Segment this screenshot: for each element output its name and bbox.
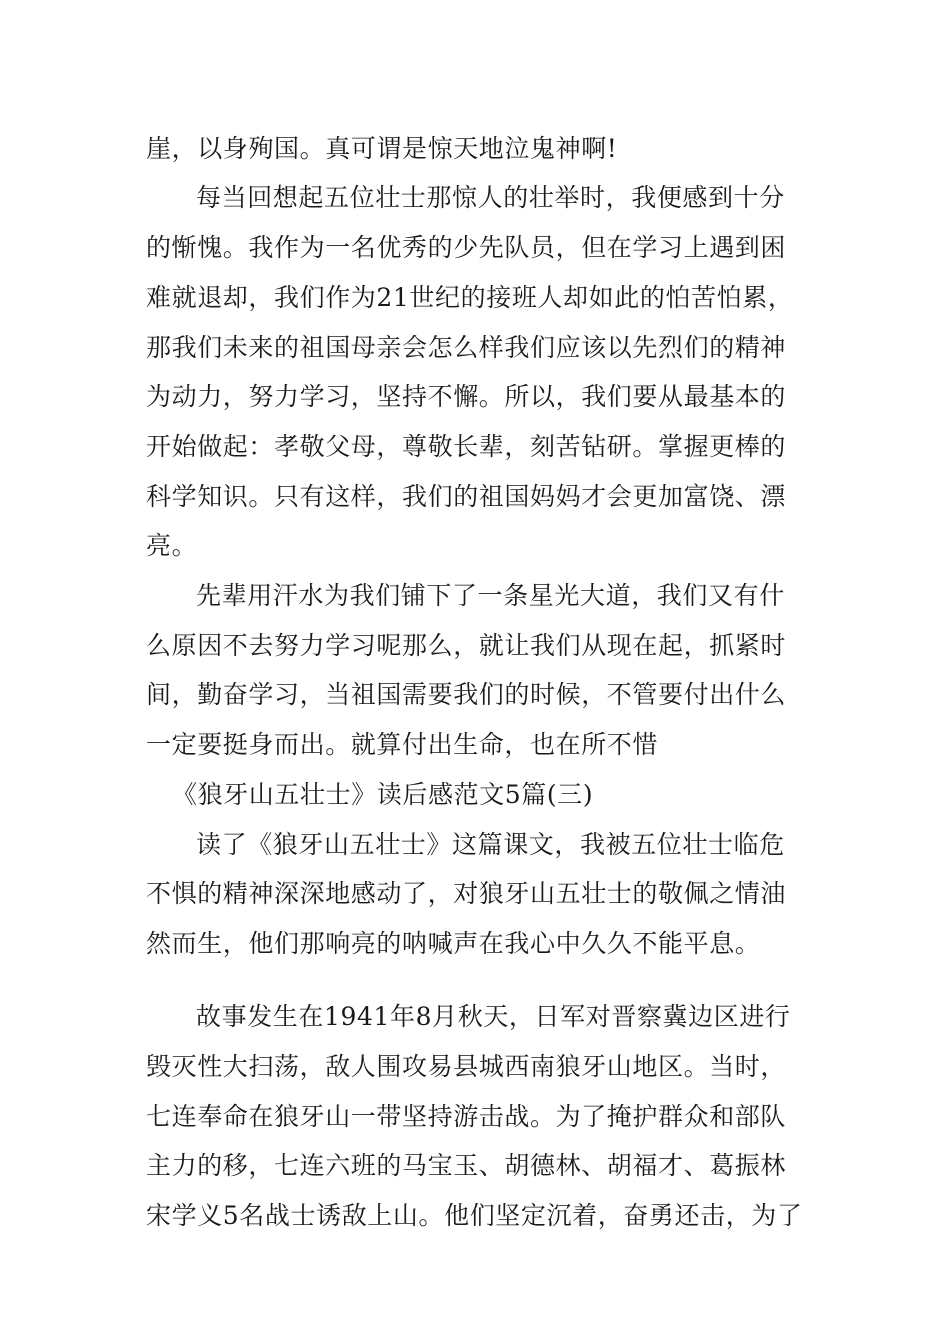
section-heading: 《狼牙山五壮士》读后感范文5篇(三): [172, 780, 594, 809]
text-line: 一定要挺身而出。就算付出生命，也在所不惜: [146, 730, 659, 759]
text-line: 七连奉命在狼牙山一带坚持游击战。为了掩护群众和部队: [146, 1102, 787, 1131]
text-line: 亮。: [146, 531, 198, 560]
text-line: 然而生，他们那响亮的呐喊声在我心中久久不能平息。: [146, 929, 761, 958]
text-line: 毁灭性大扫荡，敌人围攻易县城西南狼牙山地区。当时，: [146, 1052, 787, 1081]
paragraph-first-line: 故事发生在1941年8月秋天，日军对晋察冀边区进行: [196, 1002, 791, 1031]
paragraph-first-line: 先辈用汗水为我们铺下了一条星光大道，我们又有什: [196, 581, 785, 610]
paragraph-first-line: 读了《狼牙山五壮士》这篇课文，我被五位壮士临危: [196, 830, 785, 859]
text-line: 难就退却，我们作为21世纪的接班人却如此的怕苦怕累，: [146, 283, 794, 312]
text-line: 科学知识。只有这样，我们的祖国妈妈才会更加富饶、漂: [146, 482, 787, 511]
text-line: 宋学义5名战士诱敌上山。他们坚定沉着，奋勇还击，为了: [146, 1201, 803, 1230]
text-line: 间，勤奋学习，当祖国需要我们的时候，不管要付出什么: [146, 680, 787, 709]
text-line: 为动力，努力学习，坚持不懈。所以，我们要从最基本的: [146, 382, 787, 411]
text-line: 么原因不去努力学习呢那么，就让我们从现在起，抓紧时: [146, 631, 787, 660]
text-line: 崖，以身殉国。真可谓是惊天地泣鬼神啊!: [146, 134, 618, 163]
text-line: 那我们未来的祖国母亲会怎么样我们应该以先烈们的精神: [146, 333, 787, 362]
text-line: 的惭愧。我作为一名优秀的少先队员，但在学习上遇到困: [146, 233, 787, 262]
text-line: 不惧的精神深深地感动了，对狼牙山五壮士的敬佩之情油: [146, 879, 787, 908]
paragraph-first-line: 每当回想起五位壮士那惊人的壮举时，我便感到十分: [196, 183, 785, 212]
text-line: 开始做起：孝敬父母，尊敬长辈，刻苦钻研。掌握更棒的: [146, 432, 787, 461]
text-line: 主力的移，七连六班的马宝玉、胡德林、胡福才、葛振林: [146, 1151, 787, 1180]
